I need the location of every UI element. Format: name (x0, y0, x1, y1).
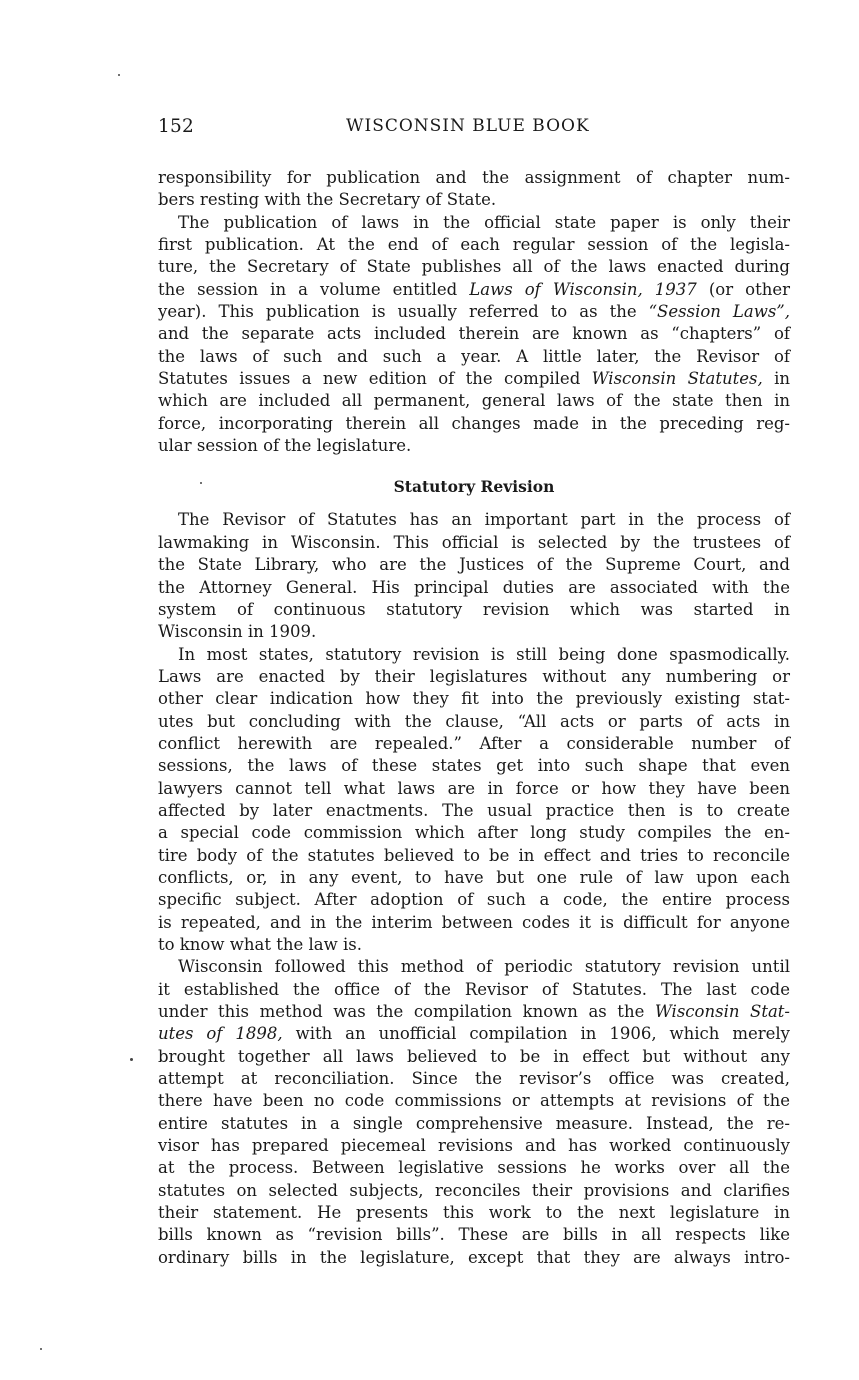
text-line: first publication. At the end of each regular session of the legisla- (158, 235, 790, 255)
page-number: 152 (158, 116, 194, 137)
text-line: responsibility for publication and the assignment of chapter num- (158, 168, 790, 187)
text-line: the Attorney General. His principal duties are associated with the (158, 577, 790, 597)
text-line: it established the office of the Revisor of Statutes. The last code (158, 979, 790, 999)
text-line: bills known as “revision bills”. These are bills in all respects like (158, 1225, 790, 1245)
text-run: the session in a volume entitled (158, 279, 458, 299)
text-line: ordinary bills in the legislature, except that they are always intro- (158, 1247, 790, 1267)
text-line: there have been no code commissions or attempts at revisions of the (158, 1091, 790, 1111)
italic-title: Wisconsin Stat- (654, 1002, 791, 1022)
text-line: a special code commission which after long study compiles the en- (158, 823, 790, 843)
text-run: in (774, 369, 791, 389)
text-line: is repeated, and in the interim between codes it is difficult for anyone (158, 912, 790, 932)
text-line: conflicts, or, in any event, to have but one rule of law upon each (158, 867, 790, 887)
text-run: under this method was the compilation known as the (158, 1002, 645, 1022)
text-line: The Revisor of Statutes has an important part in the process of (178, 510, 790, 530)
page-header (158, 116, 790, 144)
text-line: bers resting with the Secretary of State. (158, 190, 497, 210)
text-run: Statutes issues a new edition of the compiled (158, 369, 581, 389)
text-line: brought together all laws believed to be in effect but without any (158, 1046, 790, 1066)
italic-title: “Session Laws”, (648, 302, 790, 322)
text-line: their statement. He presents this work to the next legislature in (158, 1203, 790, 1223)
text-line: at the process. Between legislative sessions he works over all the (158, 1158, 790, 1178)
text-line: attempt at reconciliation. Since the revisor’s office was created, (158, 1069, 790, 1089)
text-line (158, 368, 790, 390)
text-line: tire body of the statutes believed to be in effect and tries to reconcile (158, 845, 790, 865)
text-line: Wisconsin followed this method of periodic statutory revision until (178, 957, 790, 977)
text-line: and the separate acts included therein are known as “chapters” of (158, 324, 790, 344)
italic-title: Wisconsin Statutes, (591, 369, 763, 389)
text-line: visor has prepared piecemeal revisions and has worked continuously (158, 1136, 790, 1156)
text-line: lawyers cannot tell what laws are in force or how they have been (158, 778, 790, 798)
text-line: force, incorporating therein all changes made in the preceding reg- (158, 413, 790, 433)
text-line: ular session of the legislature. (158, 436, 412, 456)
section-heading: Statutory Revision (393, 477, 555, 497)
text-line: which are included all permanent, general laws of the state then in (158, 391, 790, 411)
text-line: system of continuous statutory revision which was started in (158, 599, 790, 619)
text-line: specific subject. After adoption of such a code, the entire process (158, 890, 790, 910)
text-line (158, 279, 790, 301)
text-line: other clear indication how they fit into the previously existing stat- (158, 689, 790, 709)
text-line: the laws of such and such a year. A little later, the Revisor of (158, 346, 790, 366)
text-line (158, 1001, 790, 1023)
text-line: utes but concluding with the clause, “All acts or parts of acts in (158, 711, 790, 731)
text-line: Wisconsin in 1909. (158, 622, 317, 642)
text-line: The publication of laws in the official state paper is only their (178, 212, 790, 232)
running-title: WISCONSIN BLUE BOOK (346, 116, 590, 136)
text-run: year). This publication is usually referred to as the (158, 302, 637, 322)
scan-speck (130, 1058, 133, 1061)
text-line: the State Library, who are the Justices of the Supreme Court, and (158, 555, 790, 575)
text-line: ture, the Secretary of State publishes all of the laws enacted during (158, 257, 790, 277)
text-line: lawmaking in Wisconsin. This official is selected by the trustees of (158, 532, 790, 552)
italic-title: Laws of Wisconsin, 1937 (469, 279, 697, 299)
text-line: Laws are enacted by their legislatures without any numbering or (158, 666, 790, 686)
scan-speck (200, 482, 202, 484)
text-line: to know what the law is. (158, 935, 362, 954)
body-text (158, 167, 790, 1269)
text-line: In most states, statutory revision is still being done spasmodically. (178, 644, 790, 664)
scan-speck (40, 1348, 42, 1350)
text-line: entire statutes in a single comprehensive measure. Instead, the re- (158, 1113, 790, 1133)
text-line (158, 301, 790, 323)
scan-speck (118, 74, 120, 76)
italic-title: utes of 1898, (158, 1024, 283, 1044)
text-run: (or other (708, 279, 790, 299)
text-line (158, 1023, 790, 1045)
text-line: sessions, the laws of these states get into such shape that even (158, 756, 790, 776)
text-line: affected by later enactments. The usual practice then is to create (158, 800, 790, 820)
text-line: conflict herewith are repealed.” After a considerable number of (158, 733, 790, 753)
text-run: with an unofficial compilation in 1906, which merely (295, 1024, 790, 1044)
text-line: statutes on selected subjects, reconciles their provisions and clarifies (158, 1180, 790, 1200)
